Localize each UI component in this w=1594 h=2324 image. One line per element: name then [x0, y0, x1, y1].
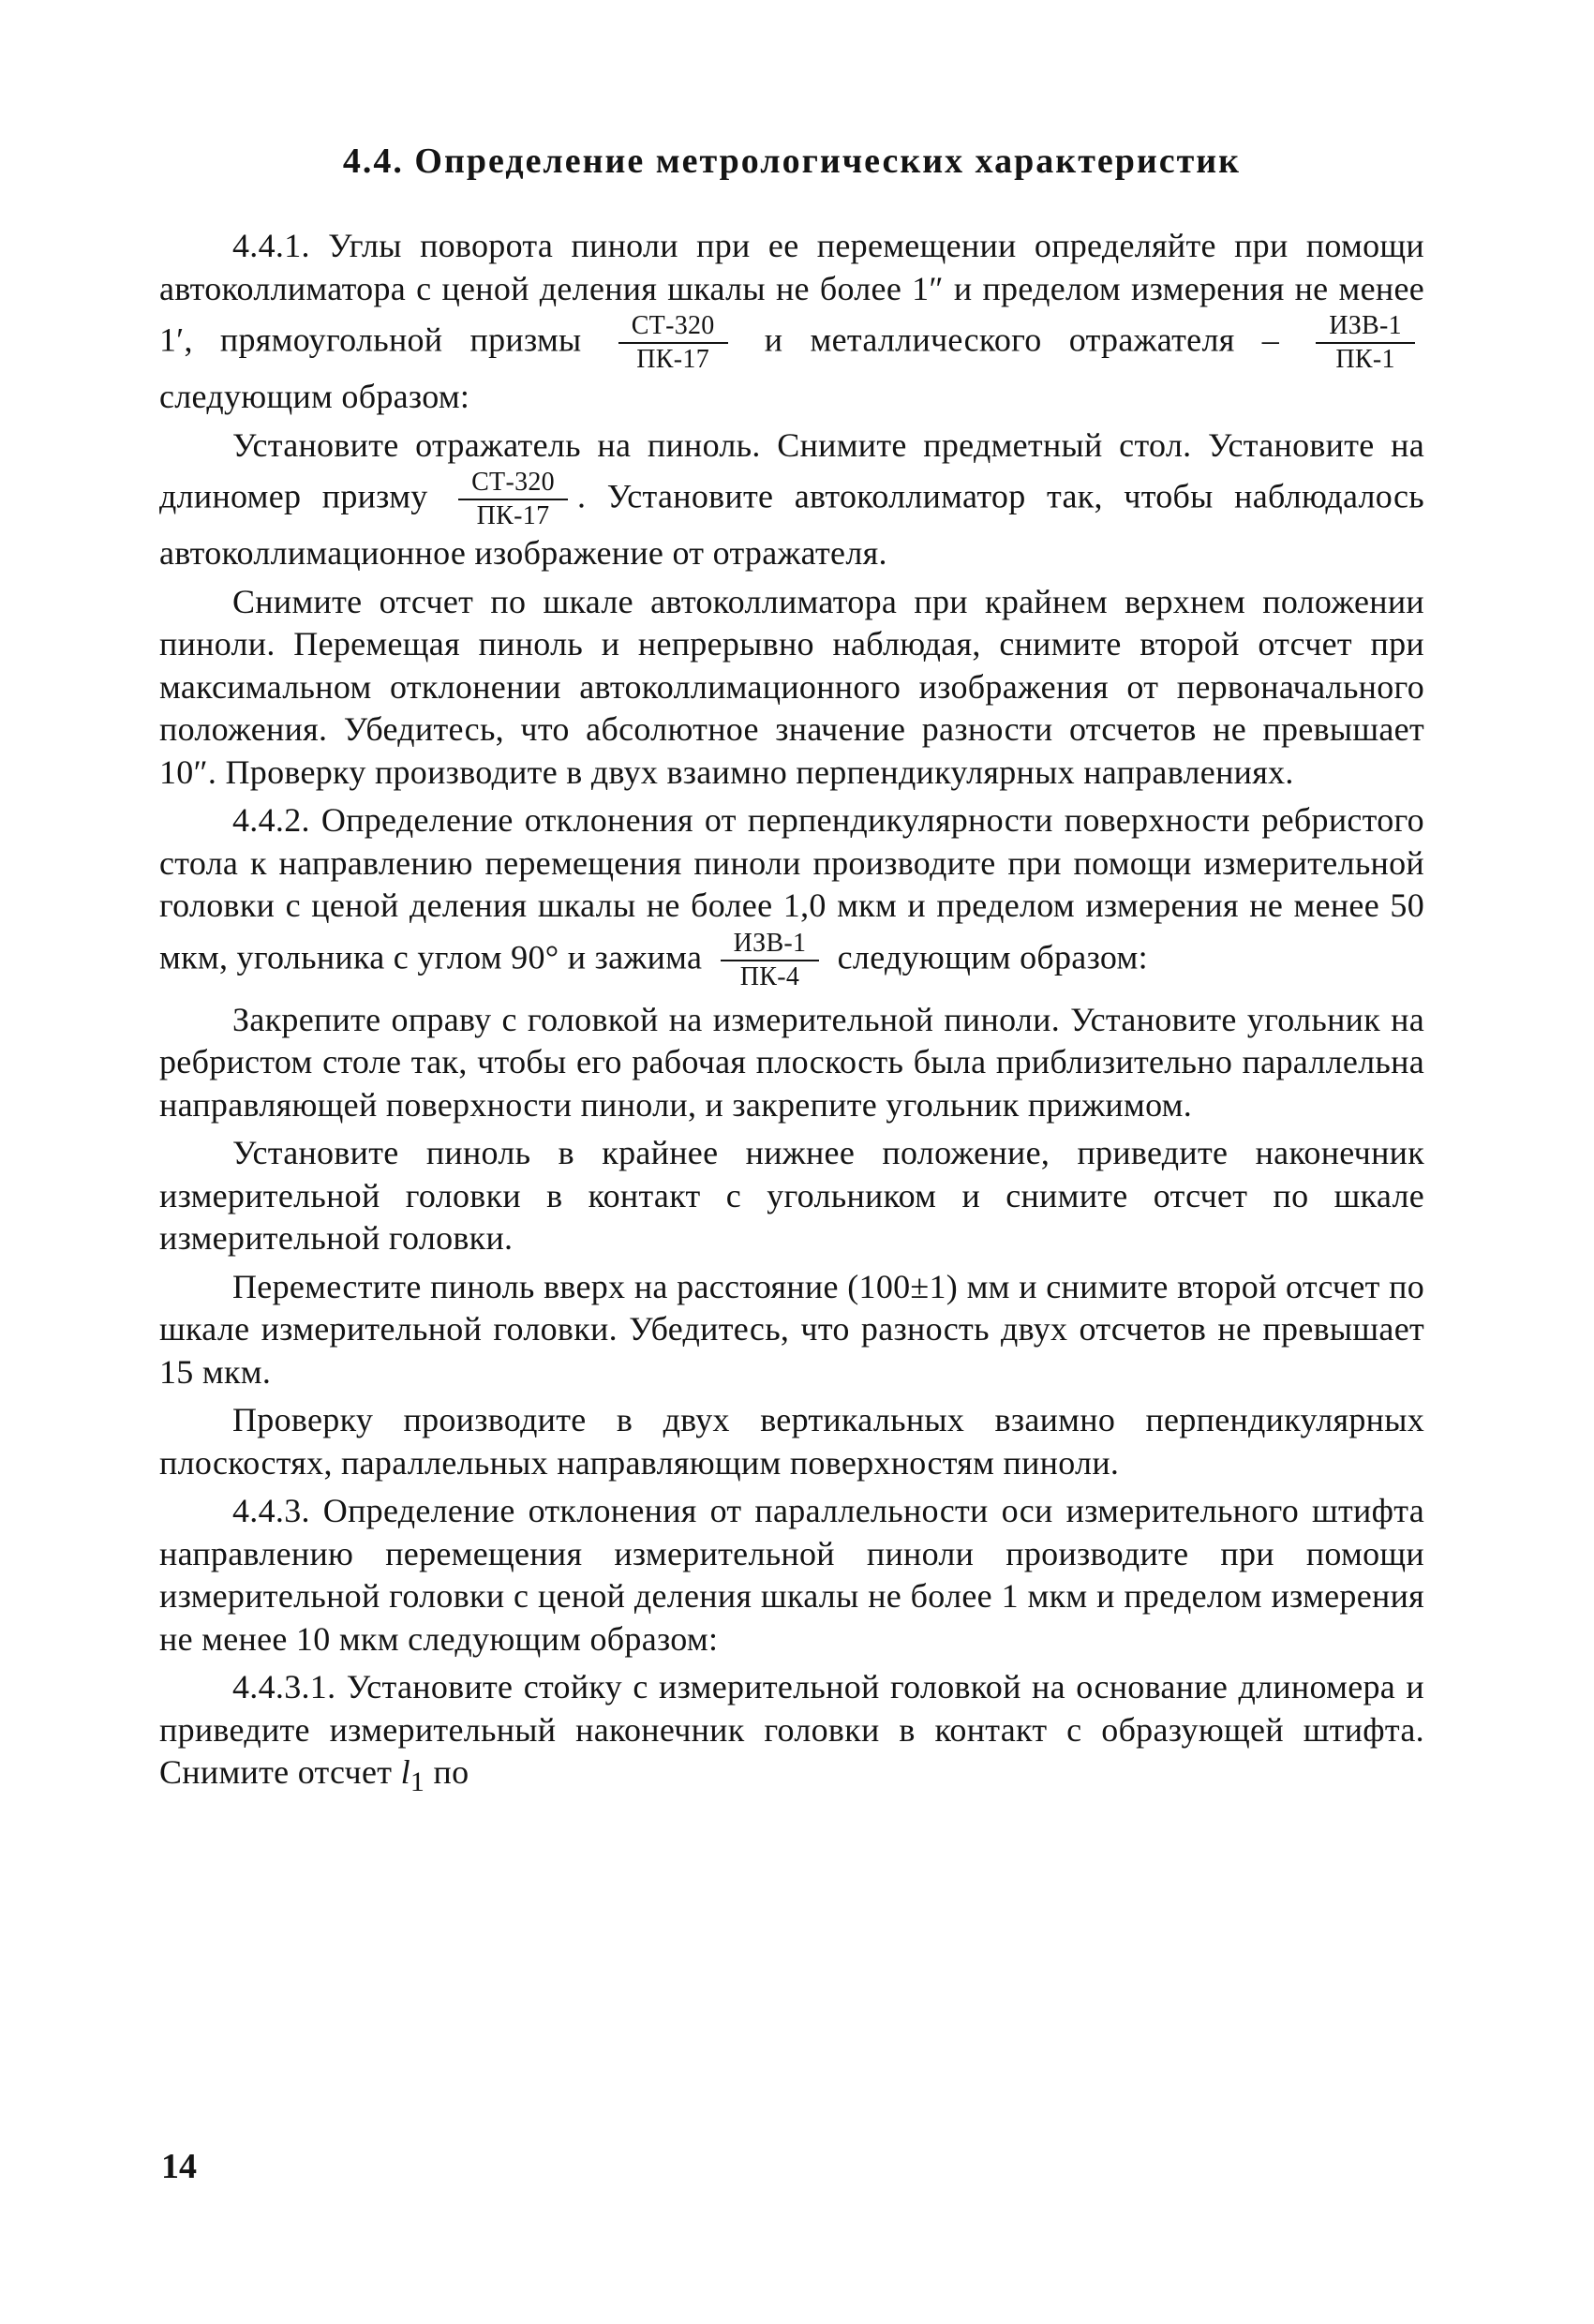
fraction-denominator: ПК-4: [739, 961, 800, 991]
paragraph-install-reflector: [159, 425, 1424, 575]
fraction-clamp: [721, 928, 820, 993]
p4-text-b: следующим образом:: [837, 937, 1148, 976]
p4-text-a: 4.4.2. Определение отклонения от перпендикулярности поверхности ребристого стола к направлению перемещения пиноли производите при помощи измерительной головки с ценой деления шкалы не более 1,0 мкм и пределом измерения не менее 50 мкм, угольника с углом 90° и зажима: [159, 801, 1424, 976]
p2-text-b: . Установите автоколлиматор так, чтобы наблюдалось автоколлимационное изображение от отражателя.: [159, 477, 1424, 572]
fraction-denominator: ПК-17: [476, 501, 550, 530]
paragraph-mount-holder: Закрепите оправу с головкой на измерительной пиноли. Установите угольник на ребристом столе так, чтобы его рабочая плоскость была приблизительно параллельна направляющей поверхности пиноли, и закрепите угольник прижимом.: [159, 1000, 1424, 1124]
reading-variable: l: [400, 1753, 410, 1791]
paragraph-check-planes: Проверку производите в двух вертикальных взаимно перпендикулярных плоскостях, параллельных направляющим поверхностям пиноли.: [159, 1401, 1424, 1482]
paragraph-4-4-2: [159, 799, 1424, 993]
fraction-denominator: ПК-17: [636, 345, 710, 374]
fraction-denominator: ПК-1: [1335, 345, 1395, 374]
document-page: [159, 141, 1424, 1810]
page-number: 14: [161, 2147, 197, 2186]
p2-text-a: Установите отражатель на пиноль. Снимите предметный стол. Установите на длиномер призму: [159, 425, 1424, 515]
fraction-numerator: СТ-320: [618, 310, 728, 344]
paragraph-4-4-1: [159, 225, 1424, 419]
fraction-prism: [458, 467, 568, 532]
section-title: 4.4. Определение метрологических характеристик: [342, 142, 1242, 181]
reading-subscript: 1: [410, 1766, 425, 1798]
paragraph-lower-position: Установите пиноль в крайнее нижнее положение, приведите наконечник измерительной головки в контакт с угольником и снимите отсчет по шкале измерительной головки.: [159, 1134, 1424, 1257]
fraction-prism: [618, 310, 728, 376]
p10-tail: по: [433, 1753, 469, 1791]
paragraph-take-reading: Снимите отсчет по шкале автоколлиматора при крайнем верхнем положении пиноли. Перемещая пиноль и непрерывно наблюдая, снимите второй отсчет при максимальном отклонении автоколлимационного изображения от первоначального положения. Убедитесь, что абсолютное значение разности отсчетов не превышает 10″. Проверку производите в двух взаимно перпендикулярных направлениях.: [159, 582, 1424, 791]
paragraph-4-4-3-1: [159, 1666, 1424, 1804]
fraction-reflector: [1316, 310, 1415, 376]
p1-text-b: и металлического отражателя –: [764, 320, 1280, 359]
fraction-numerator: ИЗВ-1: [721, 928, 820, 961]
p10-text: 4.4.3.1. Установите стойку с измерительной головкой на основание длиномера и приведите измерительный наконечник головки в контакт с образующей штифта. Снимите отсчет: [159, 1668, 1424, 1791]
fraction-numerator: ИЗВ-1: [1316, 310, 1415, 344]
p1-text-c: следующим образом:: [159, 378, 470, 415]
fraction-numerator: СТ-320: [458, 467, 568, 500]
p1-text-a: 4.4.1. Углы поворота пиноли при ее перемещении определяйте при помощи автоколлиматора с ценой деления шкалы не более 1″ и пределом измерения не менее 1′, прямоугольной призмы: [159, 227, 1424, 359]
paragraph-4-4-3: 4.4.3. Определение отклонения от параллельности оси измерительного штифта направлению перемещения измерительной пиноли производите при помощи измерительной головки с ценой деления шкалы не более 1 мкм и пределом измерения не менее 10 мкм следующим образом:: [159, 1492, 1424, 1658]
paragraph-move-up: Переместите пиноль вверх на расстояние (100±1) мм и снимите второй отсчет по шкале измерительной головки. Убедитесь, что разность двух отсчетов не превышает 15 мкм.: [159, 1267, 1424, 1391]
